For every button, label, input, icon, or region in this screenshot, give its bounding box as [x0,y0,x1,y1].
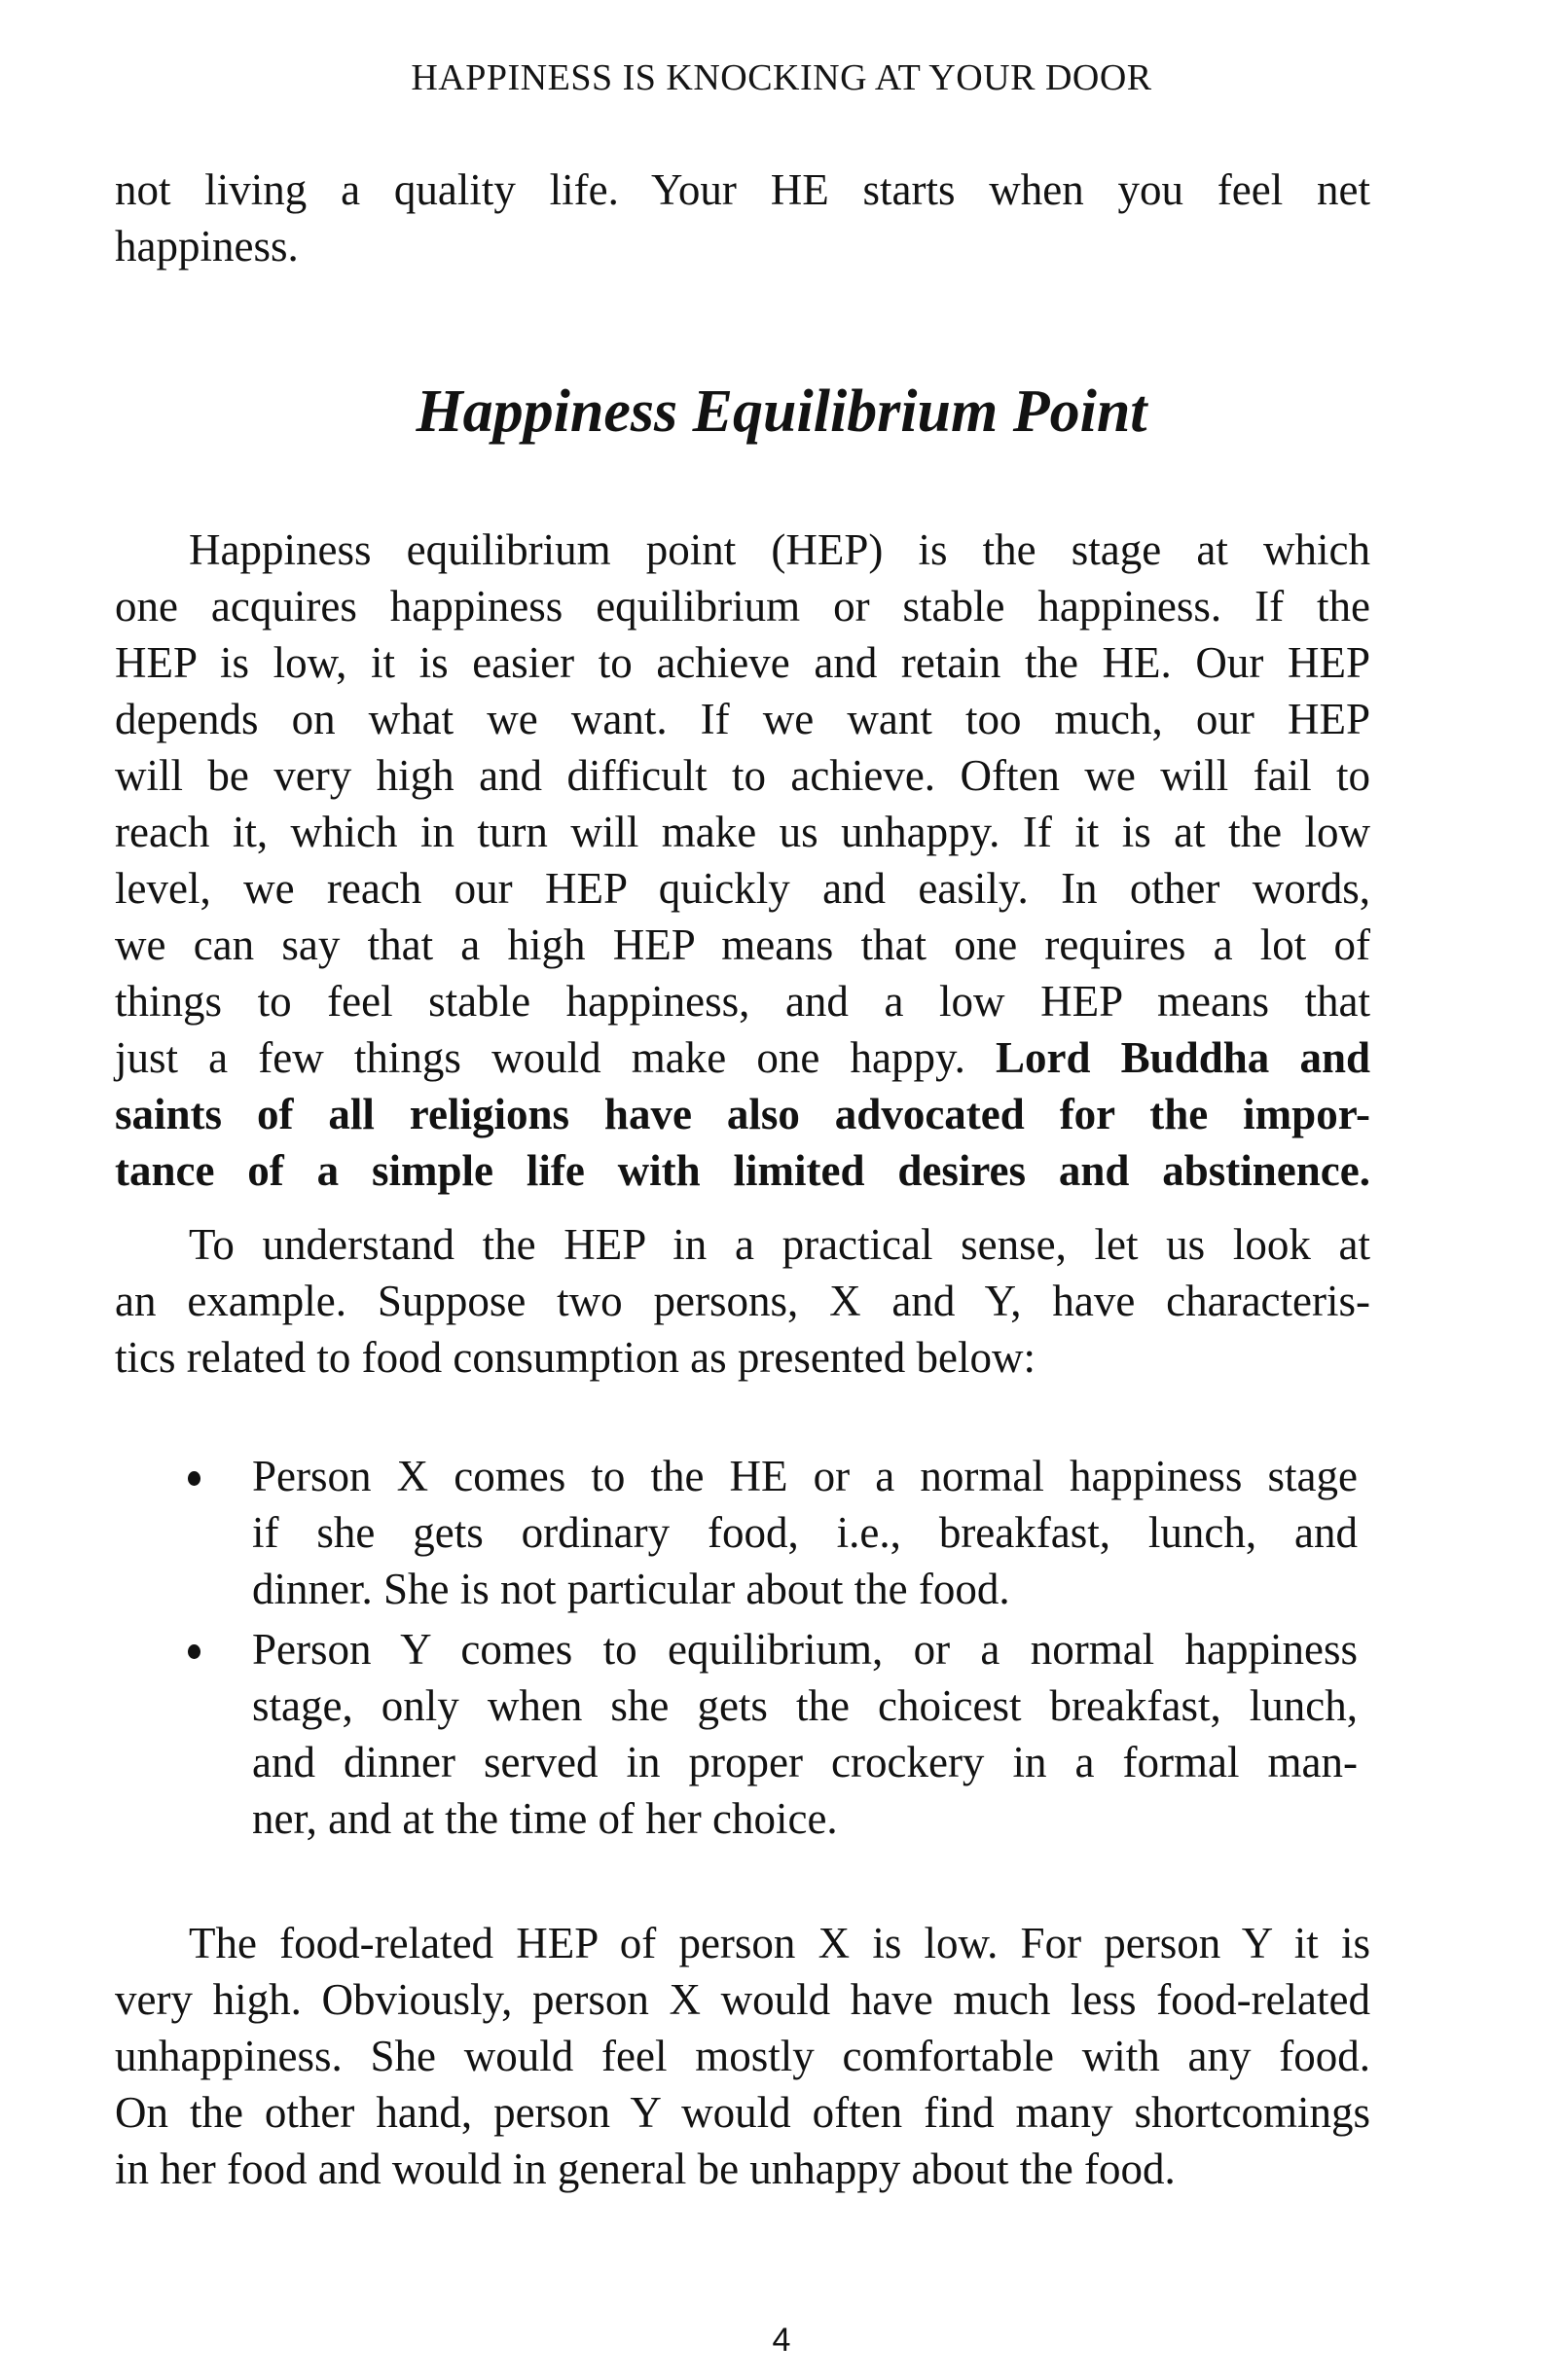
bold-text: Lord Buddha and [995,1033,1370,1082]
intro-paragraph [115,162,1370,274]
text-line: ner, and at the time of her choice. [252,1794,838,1843]
text-line: will be very high and difficult to achieve. Often we will fail to [115,751,1370,800]
text-line: level, we reach our HEP quickly and easily. In other words, [115,864,1370,913]
page-number: 4 [772,2322,791,2359]
text-line: Person X comes to the HE or a normal happiness stage [252,1452,1358,1500]
list-item-person-y [161,1621,1358,1847]
bullet-icon [188,1471,200,1486]
text-line: HEP is low, it is easier to achieve and retain the HE. Our HEP [115,638,1370,687]
text-line: happiness. [115,222,299,270]
text-line: not living a quality life. Your HE starts when you feel net [115,165,1370,214]
text-line: dinner. She is not particular about the food. [252,1565,1010,1613]
text-line: unhappiness. She would feel mostly comfortable with any food. [115,2032,1370,2080]
paragraph-hep-definition [115,522,1370,1199]
text-line: The food-related HEP of person X is low. For person Y it is [189,1919,1370,1967]
text-line: if she gets ordinary food, i.e., breakfast, lunch, and [252,1508,1358,1557]
bullet-icon [188,1644,200,1659]
text-line: one acquires happiness equilibrium or stable happiness. If the [115,582,1370,631]
text-line: an example. Suppose two persons, X and Y, have characteris- [115,1277,1370,1325]
text-line: depends on what we want. If we want too much, our HEP [115,695,1370,743]
text-line: things to feel stable happiness, and a low HEP means that [115,977,1370,1026]
text-line: reach it, which in turn will make us unhappy. If it is at the low [115,808,1370,856]
text-line: tics related to food consumption as presented below: [115,1333,1036,1382]
text-line: Person Y comes to equilibrium, or a normal happiness [252,1625,1358,1674]
text-line-mixed [115,1029,1370,1086]
text-line: Happiness equilibrium point (HEP) is the stage at which [189,525,1370,574]
bold-text-line: tance of a simple life with limited desires and abstinence. [115,1146,1370,1195]
text-line: very high. Obviously, person X would have much less food-related [115,1975,1370,2024]
list-item-person-x [161,1448,1358,1617]
bold-text-line: saints of all religions have also advocated for the impor- [115,1090,1370,1138]
paragraph-comparison [115,1915,1370,2197]
text-line: stage, only when she gets the choicest breakfast, lunch, [252,1681,1358,1730]
section-title: Happiness Equilibrium Point [416,379,1147,445]
bullet-list [161,1448,1358,1847]
text-line: To understand the HEP in a practical sense, let us look at [189,1220,1370,1269]
text-line: On the other hand, person Y would often find many shortcomings [115,2088,1370,2137]
text-line: in her food and would in general be unhappy about the food. [115,2145,1176,2193]
regular-text: just a few things would make one happy. [115,1033,996,1082]
text-line: and dinner served in proper crockery in a formal man- [252,1738,1358,1786]
text-line: we can say that a high HEP means that one requires a lot of [115,920,1370,969]
paragraph-example-intro [115,1216,1370,1386]
running-head: HAPPINESS IS KNOCKING AT YOUR DOOR [411,57,1152,98]
